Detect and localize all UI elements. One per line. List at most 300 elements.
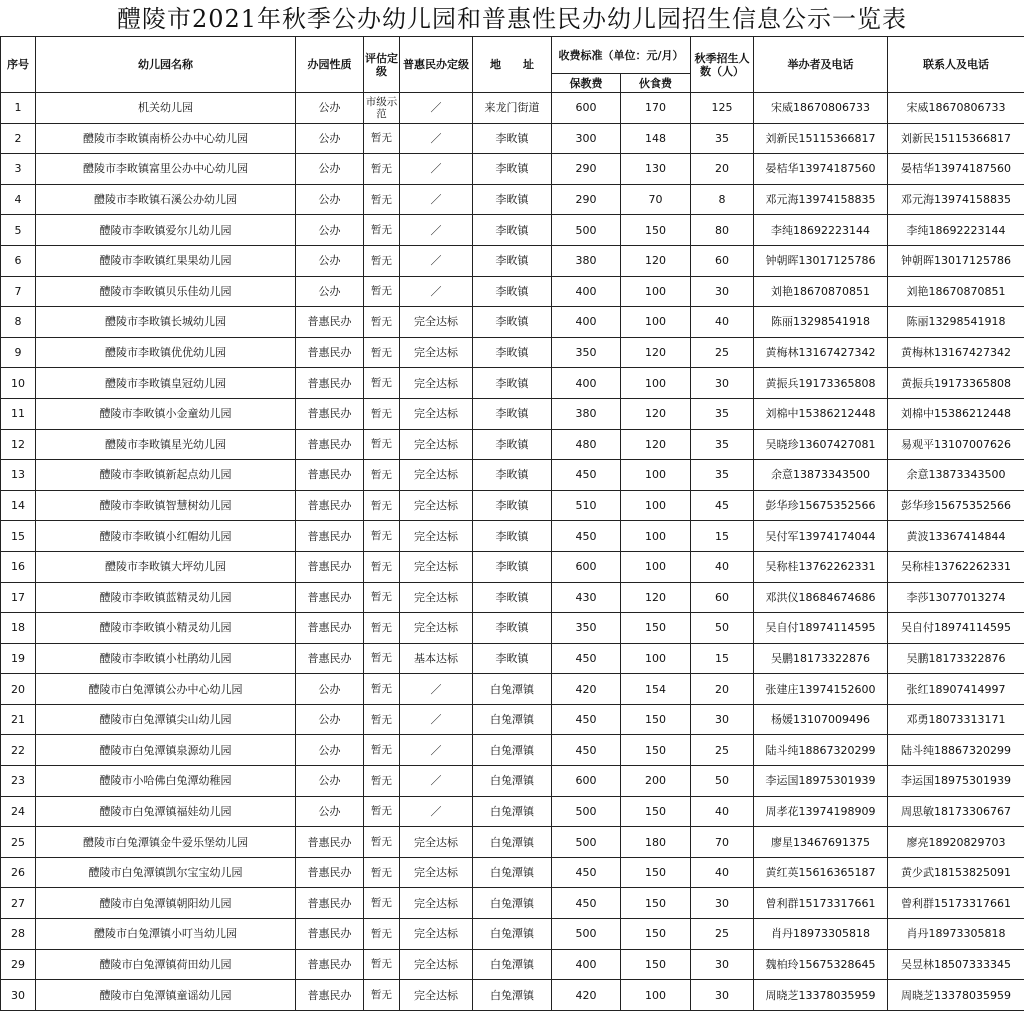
cell-eval: 暂无 [364, 276, 400, 307]
cell-seq: 8 [1, 307, 36, 338]
cell-care-fee: 510 [552, 490, 621, 521]
cell-food-fee: 100 [621, 980, 691, 1011]
header-food-fee: 伙食费 [621, 74, 691, 93]
cell-enroll: 40 [691, 551, 754, 582]
cell-contact: 黄振兵19173365808 [888, 368, 1024, 399]
cell-address: 李畋镇 [473, 123, 552, 154]
cell-address: 李畋镇 [473, 460, 552, 491]
page-title: 醴陵市2021年秋季公办幼儿园和普惠性民办幼儿园招生信息公示一览表 [0, 0, 1024, 36]
cell-enroll: 35 [691, 398, 754, 429]
cell-puhui: 完全达标 [400, 827, 473, 858]
cell-seq: 26 [1, 857, 36, 888]
cell-organizer: 黄梅林13167427342 [754, 337, 888, 368]
cell-address: 李畋镇 [473, 643, 552, 674]
cell-name: 醴陵市白兔潭镇凯尔宝宝幼儿园 [36, 857, 296, 888]
cell-enroll: 30 [691, 949, 754, 980]
cell-name: 醴陵市李畋镇富里公办中心幼儿园 [36, 154, 296, 185]
header-care-fee: 保教费 [552, 74, 621, 93]
cell-address: 李畋镇 [473, 551, 552, 582]
cell-puhui: ／ [400, 123, 473, 154]
table-row [1, 919, 1024, 950]
cell-nature: 公办 [296, 245, 364, 276]
cell-organizer: 周孝花13974198909 [754, 796, 888, 827]
table-row [1, 613, 1024, 644]
cell-care-fee: 480 [552, 429, 621, 460]
cell-address: 李畋镇 [473, 582, 552, 613]
cell-enroll: 35 [691, 460, 754, 491]
cell-puhui: 完全达标 [400, 307, 473, 338]
cell-seq: 23 [1, 766, 36, 797]
cell-contact: 肖丹18973305818 [888, 919, 1024, 950]
table-row [1, 245, 1024, 276]
cell-eval: 暂无 [364, 949, 400, 980]
cell-address: 白兔潭镇 [473, 766, 552, 797]
cell-contact: 钟朝晖13017125786 [888, 245, 1024, 276]
cell-enroll: 20 [691, 154, 754, 185]
cell-address: 白兔潭镇 [473, 674, 552, 705]
cell-address: 李畋镇 [473, 154, 552, 185]
cell-eval: 暂无 [364, 368, 400, 399]
cell-name: 醴陵市白兔潭镇朝阳幼儿园 [36, 888, 296, 919]
cell-food-fee: 100 [621, 490, 691, 521]
cell-contact: 吴自付18974114595 [888, 613, 1024, 644]
cell-eval: 暂无 [364, 674, 400, 705]
cell-eval: 暂无 [364, 245, 400, 276]
cell-puhui: ／ [400, 276, 473, 307]
cell-puhui: 完全达标 [400, 919, 473, 950]
cell-food-fee: 130 [621, 154, 691, 185]
cell-food-fee: 150 [621, 613, 691, 644]
cell-eval: 暂无 [364, 643, 400, 674]
cell-care-fee: 380 [552, 398, 621, 429]
cell-enroll: 20 [691, 674, 754, 705]
cell-puhui: 完全达标 [400, 980, 473, 1011]
cell-contact: 宋威18670806733 [888, 93, 1024, 124]
cell-food-fee: 100 [621, 551, 691, 582]
cell-organizer: 宋威18670806733 [754, 93, 888, 124]
cell-address: 李畋镇 [473, 521, 552, 552]
cell-contact: 曾利群15173317661 [888, 888, 1024, 919]
cell-care-fee: 350 [552, 613, 621, 644]
cell-address: 李畋镇 [473, 368, 552, 399]
header-nature: 办园性质 [296, 37, 364, 93]
cell-nature: 普惠民办 [296, 368, 364, 399]
cell-enroll: 15 [691, 521, 754, 552]
cell-address: 李畋镇 [473, 490, 552, 521]
cell-address: 李畋镇 [473, 398, 552, 429]
cell-contact: 邓元海13974158835 [888, 184, 1024, 215]
cell-nature: 普惠民办 [296, 551, 364, 582]
cell-nature: 普惠民办 [296, 919, 364, 950]
cell-nature: 公办 [296, 93, 364, 124]
cell-address: 白兔潭镇 [473, 949, 552, 980]
cell-organizer: 张建庄13974152600 [754, 674, 888, 705]
cell-name: 醴陵市李畋镇贝乐佳幼儿园 [36, 276, 296, 307]
cell-eval: 暂无 [364, 551, 400, 582]
cell-organizer: 刘新民15115366817 [754, 123, 888, 154]
header-fee: 收费标准（单位：元/月） [552, 37, 691, 74]
cell-eval: 暂无 [364, 796, 400, 827]
cell-eval: 暂无 [364, 398, 400, 429]
cell-enroll: 35 [691, 429, 754, 460]
cell-organizer: 魏柏玲15675328645 [754, 949, 888, 980]
cell-organizer: 黄振兵19173365808 [754, 368, 888, 399]
cell-enroll: 15 [691, 643, 754, 674]
cell-food-fee: 150 [621, 704, 691, 735]
cell-eval: 市级示范 [364, 93, 400, 124]
cell-organizer: 彭华珍15675352566 [754, 490, 888, 521]
cell-seq: 29 [1, 949, 36, 980]
table-row [1, 154, 1024, 185]
cell-eval: 暂无 [364, 460, 400, 491]
cell-food-fee: 150 [621, 215, 691, 246]
cell-organizer: 肖丹18973305818 [754, 919, 888, 950]
cell-food-fee: 120 [621, 398, 691, 429]
cell-name: 醴陵市李畋镇智慧树幼儿园 [36, 490, 296, 521]
cell-enroll: 40 [691, 307, 754, 338]
header-puhui: 普惠民办定级 [400, 37, 473, 93]
cell-nature: 普惠民办 [296, 582, 364, 613]
cell-enroll: 8 [691, 184, 754, 215]
cell-nature: 公办 [296, 796, 364, 827]
cell-name: 醴陵市白兔潭镇小叮当幼儿园 [36, 919, 296, 950]
cell-eval: 暂无 [364, 827, 400, 858]
cell-nature: 公办 [296, 276, 364, 307]
cell-nature: 普惠民办 [296, 398, 364, 429]
cell-food-fee: 120 [621, 582, 691, 613]
cell-care-fee: 290 [552, 184, 621, 215]
cell-nature: 普惠民办 [296, 429, 364, 460]
cell-address: 白兔潭镇 [473, 796, 552, 827]
cell-name: 醴陵市李畋镇爱尔儿幼儿园 [36, 215, 296, 246]
table-row [1, 582, 1024, 613]
cell-seq: 9 [1, 337, 36, 368]
cell-eval: 暂无 [364, 613, 400, 644]
cell-organizer: 邓洪仪18684674686 [754, 582, 888, 613]
cell-eval: 暂无 [364, 429, 400, 460]
cell-care-fee: 600 [552, 551, 621, 582]
cell-care-fee: 420 [552, 674, 621, 705]
cell-contact: 吴称桂13762262331 [888, 551, 1024, 582]
cell-care-fee: 450 [552, 521, 621, 552]
cell-eval: 暂无 [364, 521, 400, 552]
cell-care-fee: 500 [552, 827, 621, 858]
cell-puhui: 完全达标 [400, 460, 473, 491]
cell-organizer: 黄红英15616365187 [754, 857, 888, 888]
header-seq: 序号 [1, 37, 36, 93]
cell-puhui: 完全达标 [400, 857, 473, 888]
cell-contact: 易观平13107007626 [888, 429, 1024, 460]
cell-nature: 公办 [296, 184, 364, 215]
cell-care-fee: 350 [552, 337, 621, 368]
cell-address: 白兔潭镇 [473, 888, 552, 919]
cell-food-fee: 70 [621, 184, 691, 215]
cell-puhui: ／ [400, 93, 473, 124]
cell-organizer: 刘棉中15386212448 [754, 398, 888, 429]
cell-seq: 4 [1, 184, 36, 215]
table-row [1, 704, 1024, 735]
table-body [1, 93, 1024, 1011]
cell-seq: 19 [1, 643, 36, 674]
cell-care-fee: 500 [552, 796, 621, 827]
cell-name: 醴陵市李畋镇南桥公办中心幼儿园 [36, 123, 296, 154]
cell-contact: 余意13873343500 [888, 460, 1024, 491]
enrollment-table [0, 36, 1024, 1011]
cell-eval: 暂无 [364, 337, 400, 368]
cell-address: 来龙门街道 [473, 93, 552, 124]
cell-name: 醴陵市白兔潭镇童谣幼儿园 [36, 980, 296, 1011]
table-row [1, 368, 1024, 399]
cell-eval: 暂无 [364, 704, 400, 735]
cell-organizer: 廖星13467691375 [754, 827, 888, 858]
table-row [1, 398, 1024, 429]
cell-organizer: 吴付军13974174044 [754, 521, 888, 552]
cell-eval: 暂无 [364, 766, 400, 797]
cell-organizer: 刘艳18670870851 [754, 276, 888, 307]
header-address: 地 址 [473, 37, 552, 93]
cell-name: 醴陵市李畋镇蓝精灵幼儿园 [36, 582, 296, 613]
cell-puhui: 完全达标 [400, 949, 473, 980]
cell-nature: 普惠民办 [296, 337, 364, 368]
cell-seq: 12 [1, 429, 36, 460]
table-row [1, 888, 1024, 919]
cell-organizer: 邓元海13974158835 [754, 184, 888, 215]
cell-nature: 公办 [296, 766, 364, 797]
cell-care-fee: 450 [552, 888, 621, 919]
cell-organizer: 吴称桂13762262331 [754, 551, 888, 582]
cell-address: 李畋镇 [473, 245, 552, 276]
cell-food-fee: 100 [621, 368, 691, 399]
cell-enroll: 45 [691, 490, 754, 521]
header-organizer: 举办者及电话 [754, 37, 888, 93]
cell-seq: 20 [1, 674, 36, 705]
cell-care-fee: 450 [552, 460, 621, 491]
cell-address: 李畋镇 [473, 337, 552, 368]
cell-name: 醴陵市白兔潭镇泉源幼儿园 [36, 735, 296, 766]
cell-enroll: 30 [691, 704, 754, 735]
cell-contact: 黄少武18153825091 [888, 857, 1024, 888]
cell-nature: 普惠民办 [296, 643, 364, 674]
cell-food-fee: 100 [621, 521, 691, 552]
cell-name: 醴陵市李畋镇优优幼儿园 [36, 337, 296, 368]
cell-contact: 周思敏18173306767 [888, 796, 1024, 827]
cell-food-fee: 100 [621, 643, 691, 674]
cell-care-fee: 290 [552, 154, 621, 185]
cell-eval: 暂无 [364, 980, 400, 1011]
cell-address: 李畋镇 [473, 613, 552, 644]
cell-contact: 李纯18692223144 [888, 215, 1024, 246]
cell-enroll: 40 [691, 857, 754, 888]
cell-seq: 21 [1, 704, 36, 735]
cell-contact: 黄梅林13167427342 [888, 337, 1024, 368]
cell-name: 醴陵市白兔潭镇尖山幼儿园 [36, 704, 296, 735]
cell-care-fee: 400 [552, 368, 621, 399]
cell-address: 李畋镇 [473, 307, 552, 338]
cell-seq: 7 [1, 276, 36, 307]
cell-care-fee: 420 [552, 980, 621, 1011]
cell-puhui: 完全达标 [400, 490, 473, 521]
cell-seq: 5 [1, 215, 36, 246]
cell-food-fee: 120 [621, 429, 691, 460]
cell-food-fee: 200 [621, 766, 691, 797]
cell-enroll: 125 [691, 93, 754, 124]
cell-organizer: 曾利群15173317661 [754, 888, 888, 919]
cell-name: 醴陵市李畋镇小精灵幼儿园 [36, 613, 296, 644]
cell-enroll: 30 [691, 888, 754, 919]
cell-seq: 30 [1, 980, 36, 1011]
cell-puhui: 完全达标 [400, 888, 473, 919]
cell-contact: 李莎13077013274 [888, 582, 1024, 613]
table-row [1, 337, 1024, 368]
cell-care-fee: 400 [552, 276, 621, 307]
cell-nature: 普惠民办 [296, 980, 364, 1011]
cell-address: 白兔潭镇 [473, 919, 552, 950]
cell-nature: 公办 [296, 154, 364, 185]
cell-nature: 普惠民办 [296, 307, 364, 338]
cell-contact: 陈丽13298541918 [888, 307, 1024, 338]
cell-care-fee: 450 [552, 643, 621, 674]
cell-enroll: 60 [691, 582, 754, 613]
cell-seq: 16 [1, 551, 36, 582]
cell-nature: 普惠民办 [296, 613, 364, 644]
table-row [1, 766, 1024, 797]
cell-seq: 28 [1, 919, 36, 950]
cell-puhui: ／ [400, 245, 473, 276]
cell-contact: 刘棉中15386212448 [888, 398, 1024, 429]
cell-enroll: 80 [691, 215, 754, 246]
cell-contact: 吴昱林18507333345 [888, 949, 1024, 980]
cell-contact: 彭华珍15675352566 [888, 490, 1024, 521]
table-row [1, 980, 1024, 1011]
cell-name: 醴陵市李畋镇新起点幼儿园 [36, 460, 296, 491]
cell-food-fee: 150 [621, 919, 691, 950]
cell-care-fee: 450 [552, 704, 621, 735]
cell-name: 醴陵市李畋镇长城幼儿园 [36, 307, 296, 338]
cell-eval: 暂无 [364, 919, 400, 950]
table-row [1, 827, 1024, 858]
header-name: 幼儿园名称 [36, 37, 296, 93]
table-row [1, 551, 1024, 582]
cell-nature: 公办 [296, 215, 364, 246]
cell-care-fee: 450 [552, 735, 621, 766]
cell-contact: 陆斗纯18867320299 [888, 735, 1024, 766]
table-row [1, 184, 1024, 215]
cell-eval: 暂无 [364, 582, 400, 613]
cell-eval: 暂无 [364, 215, 400, 246]
header-enroll: 秋季招生人数（人） [691, 37, 754, 93]
cell-nature: 普惠民办 [296, 490, 364, 521]
cell-contact: 邓勇18073313171 [888, 704, 1024, 735]
cell-food-fee: 150 [621, 949, 691, 980]
cell-enroll: 60 [691, 245, 754, 276]
cell-eval: 暂无 [364, 490, 400, 521]
cell-puhui: 完全达标 [400, 551, 473, 582]
cell-nature: 普惠民办 [296, 949, 364, 980]
table-row [1, 796, 1024, 827]
cell-name: 醴陵市李畋镇星光幼儿园 [36, 429, 296, 460]
cell-puhui: 完全达标 [400, 398, 473, 429]
table-row [1, 674, 1024, 705]
cell-care-fee: 600 [552, 93, 621, 124]
cell-address: 白兔潭镇 [473, 980, 552, 1011]
cell-care-fee: 300 [552, 123, 621, 154]
cell-seq: 22 [1, 735, 36, 766]
cell-contact: 晏桔华13974187560 [888, 154, 1024, 185]
cell-care-fee: 450 [552, 857, 621, 888]
cell-food-fee: 170 [621, 93, 691, 124]
cell-puhui: 完全达标 [400, 429, 473, 460]
cell-seq: 24 [1, 796, 36, 827]
table-row [1, 93, 1024, 124]
cell-name: 醴陵市李畋镇皇冠幼儿园 [36, 368, 296, 399]
cell-seq: 13 [1, 460, 36, 491]
cell-puhui: ／ [400, 154, 473, 185]
cell-eval: 暂无 [364, 857, 400, 888]
cell-address: 白兔潭镇 [473, 735, 552, 766]
table-row [1, 460, 1024, 491]
cell-contact: 廖亮18920829703 [888, 827, 1024, 858]
cell-organizer: 吴自付18974114595 [754, 613, 888, 644]
cell-name: 机关幼儿园 [36, 93, 296, 124]
cell-enroll: 40 [691, 796, 754, 827]
cell-seq: 2 [1, 123, 36, 154]
cell-organizer: 钟朝晖13017125786 [754, 245, 888, 276]
cell-food-fee: 100 [621, 307, 691, 338]
cell-eval: 暂无 [364, 307, 400, 338]
table-row [1, 643, 1024, 674]
cell-care-fee: 430 [552, 582, 621, 613]
cell-food-fee: 180 [621, 827, 691, 858]
cell-puhui: ／ [400, 735, 473, 766]
cell-care-fee: 600 [552, 766, 621, 797]
cell-organizer: 陈丽13298541918 [754, 307, 888, 338]
cell-nature: 普惠民办 [296, 460, 364, 491]
cell-contact: 张红18907414997 [888, 674, 1024, 705]
table-header [1, 37, 1024, 93]
cell-food-fee: 100 [621, 276, 691, 307]
cell-nature: 公办 [296, 674, 364, 705]
cell-seq: 15 [1, 521, 36, 552]
cell-organizer: 吴晓珍13607427081 [754, 429, 888, 460]
cell-seq: 27 [1, 888, 36, 919]
cell-puhui: ／ [400, 674, 473, 705]
cell-address: 李畋镇 [473, 276, 552, 307]
cell-name: 醴陵市李畋镇红果果幼儿园 [36, 245, 296, 276]
cell-name: 醴陵市小哈佛白兔潭幼稚园 [36, 766, 296, 797]
cell-puhui: ／ [400, 766, 473, 797]
cell-food-fee: 148 [621, 123, 691, 154]
cell-seq: 10 [1, 368, 36, 399]
cell-enroll: 25 [691, 337, 754, 368]
cell-food-fee: 154 [621, 674, 691, 705]
cell-enroll: 25 [691, 735, 754, 766]
cell-contact: 黄波13367414844 [888, 521, 1024, 552]
cell-nature: 普惠民办 [296, 827, 364, 858]
cell-puhui: 完全达标 [400, 521, 473, 552]
cell-seq: 14 [1, 490, 36, 521]
cell-organizer: 周晓芝13378035959 [754, 980, 888, 1011]
cell-puhui: ／ [400, 215, 473, 246]
cell-care-fee: 500 [552, 215, 621, 246]
cell-care-fee: 400 [552, 307, 621, 338]
cell-seq: 11 [1, 398, 36, 429]
cell-address: 李畋镇 [473, 184, 552, 215]
cell-address: 白兔潭镇 [473, 857, 552, 888]
cell-seq: 17 [1, 582, 36, 613]
cell-address: 李畋镇 [473, 429, 552, 460]
cell-care-fee: 380 [552, 245, 621, 276]
table-row [1, 490, 1024, 521]
